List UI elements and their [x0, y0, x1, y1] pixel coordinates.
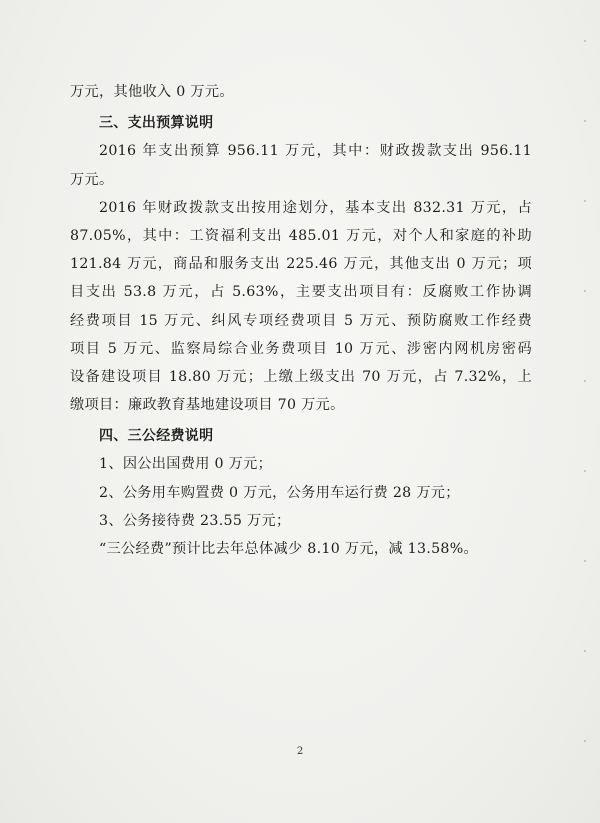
paragraph-line: 2016 年支出预算 956.11 万元，其中：财政拨款支出 956.11 [99, 143, 532, 160]
paragraph-line: 目支出 53.8 万元，占 5.63%，主要支出项目有：反腐败工作协调 [70, 284, 532, 301]
paragraph-line: 万元。 [70, 171, 114, 188]
paragraph-line: 设备建设项目 18.80 万元；上缴上级支出 70 万元，占 7.32%，上 [70, 368, 532, 385]
scan-mark [584, 380, 586, 382]
scan-mark [584, 120, 586, 122]
list-item: 1、因公出国费用 0 万元； [99, 456, 273, 473]
paragraph-line: “三公经费”预计比去年总体减少 8.10 万元，减 13.58%。 [99, 541, 478, 557]
scan-mark [584, 560, 586, 562]
paragraph-line: 121.84 万元，商品和服务支出 225.46 万元，其他支出 0 万元；项 [70, 256, 532, 273]
section-heading-expenditure: 三、支出预算说明 [99, 115, 214, 132]
page-number: 2 [296, 746, 304, 757]
paragraph-line: 2016 年财政拨款支出按用途划分，基本支出 832.31 万元，占 [99, 199, 532, 216]
scan-mark [584, 740, 586, 742]
paragraph-line: 经费项目 15 万元、纠风专项经费项目 5 万元、预防腐败工作经费 [70, 312, 532, 329]
list-item: 2、公务用车购置费 0 万元，公务用车运行费 28 万元； [99, 484, 460, 501]
document-body [70, 78, 532, 563]
scan-mark [584, 290, 586, 292]
scan-edge-marks [584, 0, 586, 823]
paragraph-line: 缴项目：廉政教育基地建设项目 70 万元。 [70, 397, 345, 414]
scan-mark [584, 650, 586, 652]
paragraph-line: 万元，其他收入 0 万元。 [70, 84, 234, 100]
scan-mark [584, 40, 586, 42]
paragraph-line: 项目 5 万元、监察局综合业务费项目 10 万元、涉密内网机房密码 [70, 340, 532, 357]
scan-mark [584, 470, 586, 472]
list-item: 3、公务接待费 23.55 万元； [99, 512, 291, 529]
section-heading-three-public-expenses: 四、三公经费说明 [99, 428, 214, 445]
scan-mark [584, 200, 586, 202]
paragraph-line: 87.05%，其中：工资福利支出 485.01 万元，对个人和家庭的补助 [70, 227, 532, 244]
